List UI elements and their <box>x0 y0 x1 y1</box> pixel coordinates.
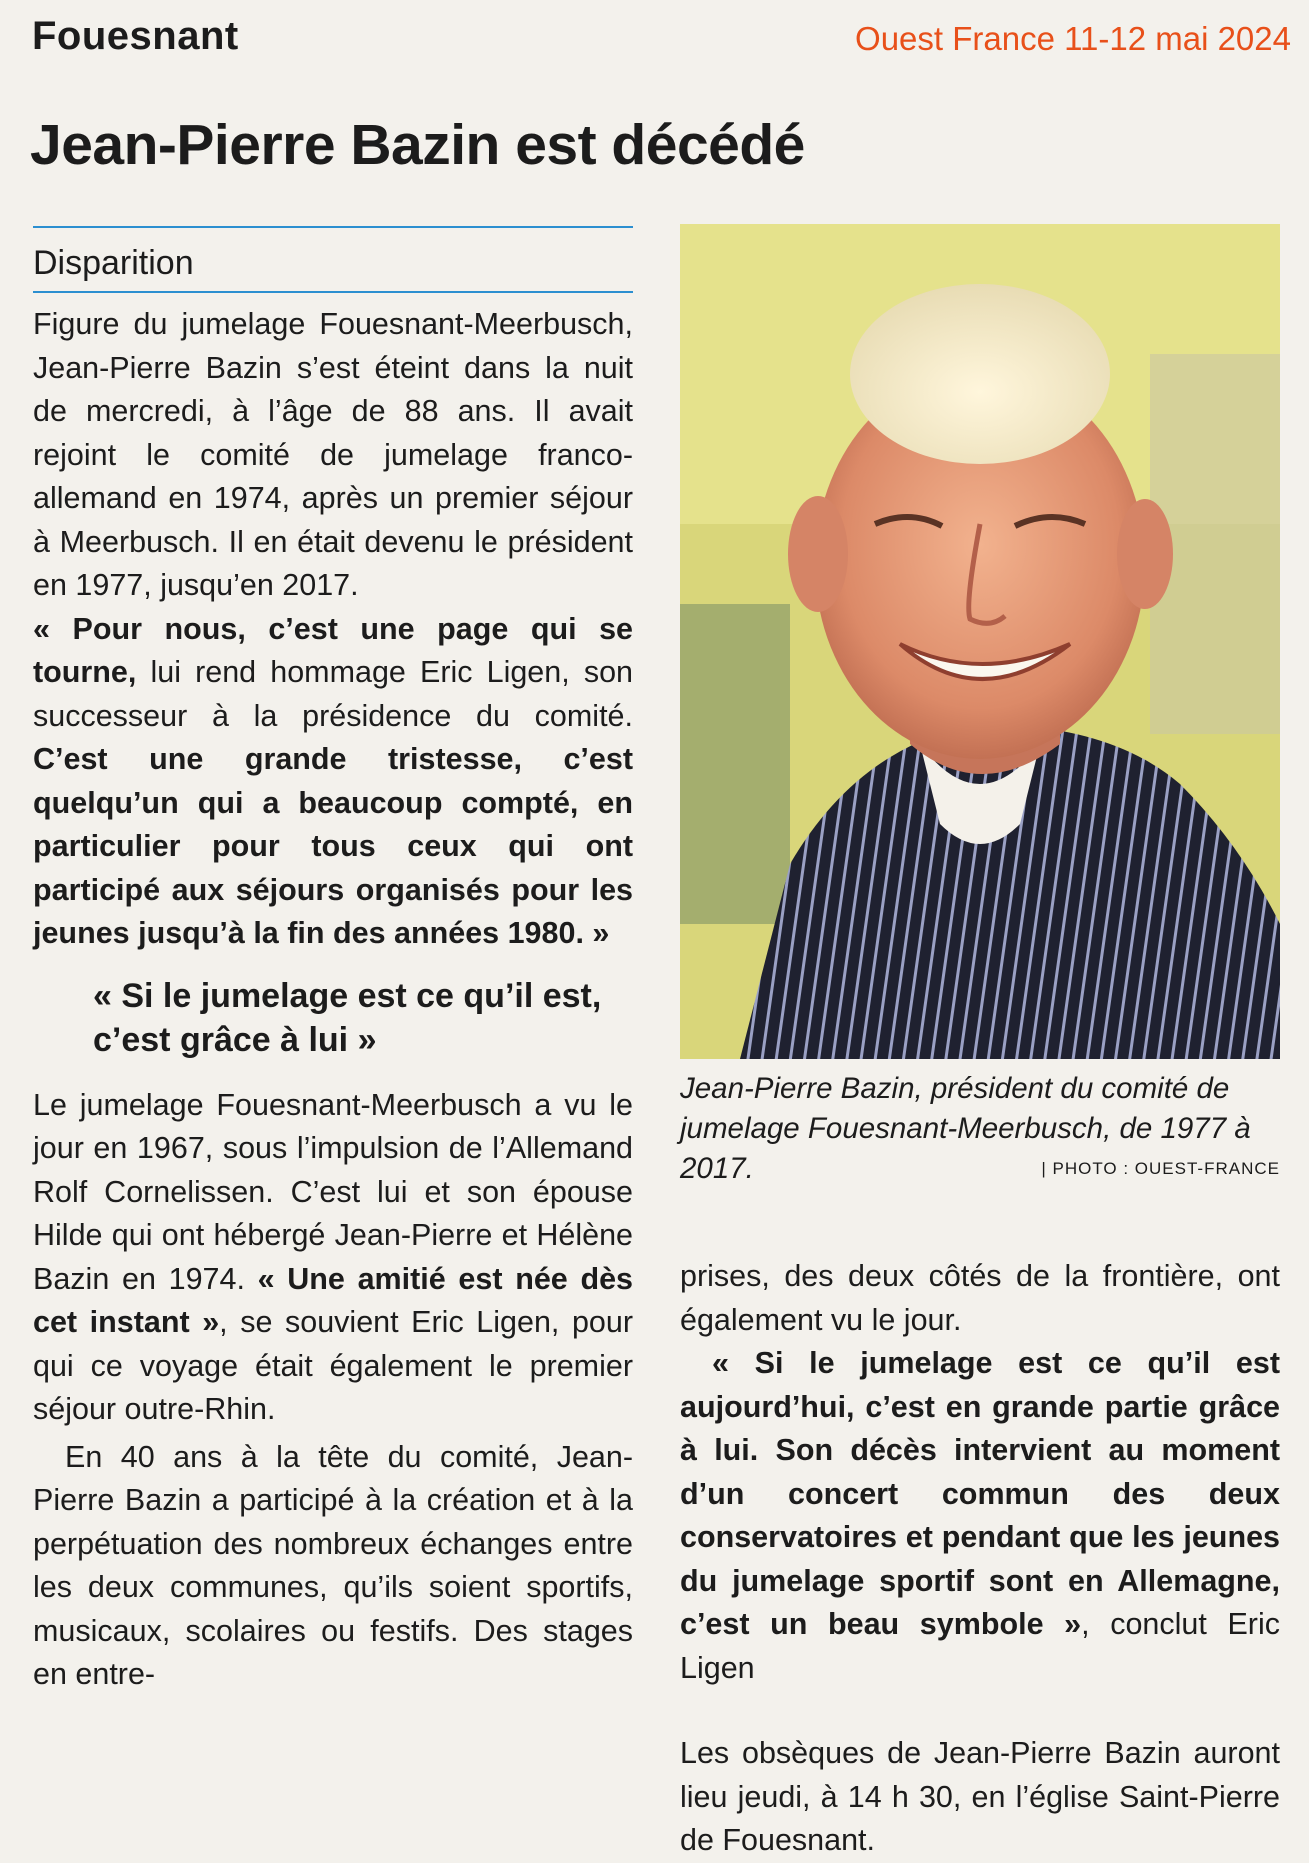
portrait-illustration <box>680 224 1280 1059</box>
right-column <box>680 224 1280 1863</box>
portrait-photo <box>680 224 1280 1059</box>
left-column <box>33 226 633 1697</box>
quote-attribution: lui rend hommage Eric Ligen, son successeur à la présidence du comité. <box>33 655 633 733</box>
history-text-b: , se souvient Eric Ligen, pour qui ce voyage était également le premier séjour outre-Rhin. <box>33 1305 634 1426</box>
paragraph-tribute <box>33 608 633 956</box>
intertitle: « Si le jumelage est ce qu’il est, c’est grâce à lui » <box>93 976 602 1059</box>
paragraph-exchanges-continued: prises, des deux côtés de la frontière, ont également vu le jour. <box>680 1259 1280 1337</box>
paragraph-closing-quote <box>680 1342 1280 1690</box>
quote-bold-a: « Pour nous, c’est une page qui se tourne, <box>33 611 633 689</box>
closing-quote-bold: « Si le jumelage est ce qu’il est aujourd’hui, c’est en grande partie grâce à lui. Son décès intervient au moment d’un concert commun des deux conservatoires et pendant que les jeunes du jumelage sportif sont en Allemagne, c’est un beau symbole » <box>680 1346 1280 1641</box>
section-location: Fouesnant <box>32 14 239 58</box>
photo-caption: Jean-Pierre Bazin, président du comité de jumelage Fouesnant-Meerbusch, de 1977 à 2017. <box>680 1072 1251 1185</box>
photo-credit: | PHOTO : OUEST-FRANCE <box>1041 1159 1280 1178</box>
history-text-a: Le jumelage Fouesnant-Meerbusch a vu le jour en 1967, sous l’impulsion de l’Allemand Rolf Cornelissen. C’est lui et son épouse Hilde qui ont hébergé Jean-Pierre et Hélène Bazin en 1974. <box>33 1087 633 1296</box>
rubric-label: Disparition <box>33 228 633 293</box>
history-quote: « Une amitié est née dès cet instant » <box>33 1261 634 1339</box>
paragraph-history <box>33 1084 633 1432</box>
paragraph-exchanges: En 40 ans à la tête du comité, Jean-Pierre Bazin a participé à la création et à la perpétuation des nombreux échanges entre les deux communes, qu’ils soient sportifs, musicaux, scolaires ou festifs. Des stages en entre- <box>33 1439 633 1691</box>
paragraph-intro: Figure du jumelage Fouesnant-Meerbusch, Jean-Pierre Bazin s’est éteint dans la nuit de mercredi, à l’âge de 88 ans. Il avait rejoint le comité de jumelage franco-allemand en 1974, après un premier séjour à Meerbusch. Il en était devenu le président en 1977, jusqu’en 2017. <box>33 307 633 602</box>
quote-bold-b: C’est une grande tristesse, c’est quelqu’un qui a beaucoup compté, en particulier pour tous ceux qui ont participé aux séjours organisés pour les jeunes jusqu’à la fin des années 1980. » <box>33 742 633 950</box>
closing-quote-attribution: , conclut Eric Ligen <box>680 1607 1280 1685</box>
article-headline: Jean-Pierre Bazin est décédé <box>30 113 805 177</box>
paragraph-funeral: Les obsèques de Jean-Pierre Bazin auront lieu jeudi, à 14 h 30, en l’église Saint-Pierre de Fouesnant. <box>680 1736 1280 1857</box>
source-annotation: Ouest France 11-12 mai 2024 <box>855 20 1291 57</box>
